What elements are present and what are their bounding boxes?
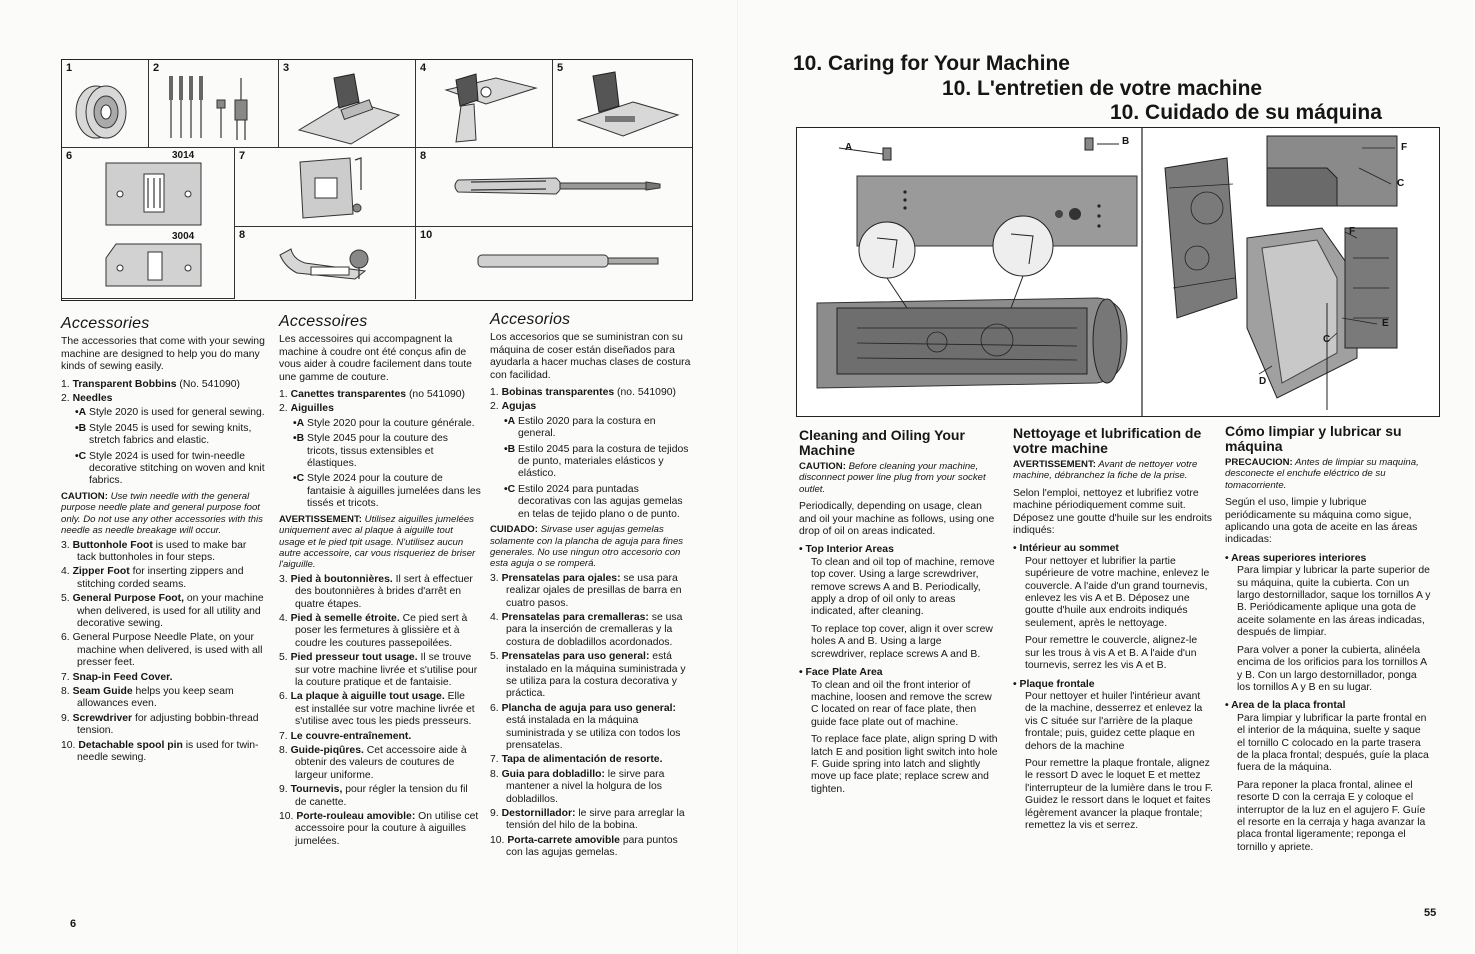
seam-guide-illustration xyxy=(235,227,416,299)
item-title: Canettes transparentes xyxy=(290,389,407,401)
list-item xyxy=(490,808,692,833)
list-item xyxy=(61,632,267,669)
item-title: Pied à semelle étroite. xyxy=(290,612,400,624)
subsection-title: • Areas superiores interiores xyxy=(1225,552,1367,564)
list-item xyxy=(490,573,692,610)
caution-label: CAUTION: xyxy=(61,490,108,502)
caution-note xyxy=(61,491,267,537)
item-text: is used to make bar tack buttonholes in four steps. xyxy=(77,539,247,563)
caution-label: AVERTISSEMENT: xyxy=(1013,459,1096,470)
grid-cell-buttonhole-foot xyxy=(279,60,416,148)
section-heading: Accesorios xyxy=(490,311,571,328)
needle-text: Style 2020 is used for general sewing. xyxy=(89,407,265,419)
needle-tag: •C xyxy=(75,450,87,462)
list-item xyxy=(61,593,267,630)
item-text: On utilise cet accessoire pour la couture à aiguilles jumelées. xyxy=(295,811,479,847)
needle-tag: •A xyxy=(293,417,305,429)
list-item xyxy=(61,672,267,684)
list-item xyxy=(61,740,267,765)
spool-pin-illustration xyxy=(416,227,692,299)
feed-cover-illustration xyxy=(235,148,416,227)
section-heading: Accessoires xyxy=(279,313,368,330)
item-title: Bobinas transparentes xyxy=(501,387,615,399)
intro-paragraph: The accessories that come with your sewing machine are designed to help you do many kinds of sewing easily. xyxy=(61,336,265,373)
grid-cell-needle-plates xyxy=(62,148,235,299)
list-item xyxy=(279,691,481,728)
needle-tag: •A xyxy=(504,415,516,427)
list-item xyxy=(490,754,692,766)
paragraph: To replace top cover, align it over screw holes A and B. Using a large screwdriver, replace screws A and B. xyxy=(811,623,993,660)
item-text: se usa para la inserción de cremalleras y la costura de dobladillos acordonados. xyxy=(506,611,683,648)
item-number: 3. xyxy=(279,573,288,585)
diagram-label-d: D xyxy=(1259,376,1267,387)
list-item xyxy=(490,703,692,753)
list-item xyxy=(61,393,267,405)
subsection-title: • Top Interior Areas xyxy=(799,544,894,556)
grid-cell-spool-pin xyxy=(416,227,692,299)
list-item xyxy=(61,713,267,738)
item-text: for inserting zippers and stitching corded seams. xyxy=(77,566,244,590)
needle-text: Style 2045 is used for sewing knits, stretch fabrics and elastic. xyxy=(89,422,252,447)
paragraph: To replace face plate, align spring D with latch E and position light switch into hole F. Guide spring into latch and slightly move up face plate; replace screw and tighten. xyxy=(811,734,998,795)
caution-label: CUIDADO: xyxy=(490,524,538,536)
list-item xyxy=(279,811,481,848)
needle-item xyxy=(61,451,267,488)
item-title: Tournevis, xyxy=(290,784,343,796)
buttonhole-foot-illustration xyxy=(279,60,416,148)
item-title: Prensatelas para ojales: xyxy=(501,572,621,584)
list-item xyxy=(279,613,481,650)
diagram-label-f-lower: F xyxy=(1349,226,1356,237)
item-number: 9. xyxy=(61,712,70,724)
item-title: Prensatelas para cremalleras: xyxy=(501,611,649,623)
section-heading: Nettoyage et lubrification de votre machine xyxy=(1013,425,1202,456)
item-title: Tapa de alimentación de resorte. xyxy=(501,754,663,766)
spanish-accessories-column xyxy=(490,311,692,862)
item-text: General Purpose Needle Plate, on your machine when delivered, is used with all presser feet. xyxy=(72,632,263,669)
caution-text: Sirvase user agujas gemelas solamente con la plancha de aguja para fines generales. No use ningun otro accesorio con esta aguja o se romperá. xyxy=(490,524,684,570)
item-text: le sirve para mantener a nivel la holgura de los dobladillos. xyxy=(506,768,665,805)
item-number: 2. xyxy=(490,401,499,413)
item-text: on your machine when delivered, is used for all utility and decorative sewing. xyxy=(77,593,264,629)
item-title: Plancha de aguja para uso general: xyxy=(501,702,676,714)
caution-note xyxy=(799,461,999,495)
item-text: Elle est installée sur votre machine livrée et s'utilise avec tous les pieds presseurs. xyxy=(295,691,475,728)
item-number: 4. xyxy=(279,612,288,624)
item-number: 9. xyxy=(490,808,499,820)
needle-item xyxy=(279,433,481,470)
item-number: 10. xyxy=(490,834,505,846)
item-number: 4. xyxy=(490,611,499,623)
item-title: Zipper Foot xyxy=(72,566,130,578)
paragraph: Pour nettoyer et huiler l'intérieur avant de la machine, desserrez et enlevez la vis C située sur l'arrière de la plaque frontale; puis, guidez cette plaque en dehors de la machine xyxy=(1025,690,1203,752)
item-text: está instalada en la máquina suministrada y se utiliza con todos los prensatelas. xyxy=(506,715,681,751)
item-text: for adjusting bobbin-thread tension. xyxy=(77,712,259,737)
caution-note xyxy=(1225,457,1431,491)
item-number: 8. xyxy=(61,685,70,697)
list-item xyxy=(490,769,692,806)
english-cleaning-column xyxy=(799,428,999,801)
needle-item xyxy=(490,444,692,481)
item-title: Porte-rouleau amovible: xyxy=(296,811,416,823)
page-number-right: 55 xyxy=(1424,907,1437,919)
item-title: Seam Guide xyxy=(72,685,133,697)
item-text: (no. 541090) xyxy=(614,387,676,399)
needle-tag: •A xyxy=(75,407,87,419)
item-title: Guia para dobladillo: xyxy=(501,768,605,780)
paragraph: Pour nettoyer et lubrifier la partie supérieure de votre machine, enlevez le couvercle. A l'aide d'un grand tournevis, enlevez les vis A et B. Déposez une goutte d'huile aux endroits indiqués seulement, après le nettoyage. xyxy=(1025,555,1210,629)
item-number: 5. xyxy=(61,593,70,605)
subsection-title-text: Areas superiores interiores xyxy=(1231,552,1367,564)
list-item xyxy=(490,835,692,860)
subsection-title-text: Intérieur au sommet xyxy=(1019,543,1119,555)
list-item xyxy=(490,612,692,649)
list-item xyxy=(490,387,692,399)
cell-number-8: 8 xyxy=(239,229,246,241)
item-text: (No. 541090) xyxy=(176,378,241,390)
list-item xyxy=(279,574,481,611)
french-accessories-column xyxy=(279,313,481,850)
paragraph: Para reponer la placa frontal, alinee el resorte D con la cerraja E y coloque el interruptor de la luz en el agujero F. Guíe el resorte en la cerraja y haga avanzar la placa frontal ligeramente; reponga el tornillo y apriete. xyxy=(1237,779,1426,853)
plate-style-label: 3014 xyxy=(172,150,195,161)
item-text: Il sert à effectuer des boutonnières à brides d'arrêt en quatre étapes. xyxy=(295,573,473,610)
item-text: Cet accessoire aide à obtenir des valeurs de coutures de largeur uniforme. xyxy=(295,745,467,781)
item-number: 7. xyxy=(61,671,70,683)
needle-plates-illustration xyxy=(62,148,235,299)
item-title: Destornillador: xyxy=(501,808,576,820)
item-text: le sirve para arreglar la tensión del hilo de la bobina. xyxy=(506,808,685,832)
grid-cell-zipper-foot xyxy=(416,60,553,148)
item-number: 5. xyxy=(490,651,499,663)
item-title: Le couvre-entraînement. xyxy=(290,730,412,742)
needle-item xyxy=(61,423,267,448)
caution-note xyxy=(279,514,481,571)
grid-cell-bobbin xyxy=(62,60,149,148)
bobbin-illustration xyxy=(62,60,149,148)
item-number: 4. xyxy=(61,566,70,578)
item-title: Buttonhole Foot xyxy=(72,539,153,551)
list-item xyxy=(279,403,481,415)
cell-number: 8 xyxy=(420,150,427,162)
item-number: 1. xyxy=(279,389,288,401)
item-number: 2. xyxy=(279,403,288,415)
list-item xyxy=(490,651,692,701)
intro-paragraph: Periodically, depending on usage, clean and oil your machine as follows, using one drop of oil on areas indicated. xyxy=(799,501,995,538)
item-number: 7. xyxy=(490,754,499,766)
cell-number: 7 xyxy=(239,150,246,162)
item-title: Prensatelas para uso general: xyxy=(501,651,650,663)
list-item xyxy=(61,540,267,565)
subsection-title: • Area de la placa frontal xyxy=(1225,700,1346,712)
diagram-label-b: B xyxy=(1122,136,1130,147)
item-number: 7. xyxy=(279,730,288,742)
item-title: Agujas xyxy=(501,401,537,413)
item-text: está instalado en la máquina suministrada y se utiliza para la costura decorativa y práctica. xyxy=(506,651,686,700)
needles-illustration xyxy=(149,60,279,148)
item-title: Snap-in Feed Cover. xyxy=(72,671,173,683)
grid-cell-general-purpose-foot xyxy=(553,60,692,148)
needle-text: Estilo 2020 para la costura en general. xyxy=(518,415,656,440)
cell-number: 2 xyxy=(153,62,160,74)
zipper-foot-illustration xyxy=(416,60,553,148)
needle-text: Estilo 2045 para la costura de tejidos de punto, materiales elásticos y elástico. xyxy=(518,443,689,480)
item-number: 10. xyxy=(279,811,294,823)
list-item xyxy=(61,686,267,711)
item-number: 6. xyxy=(490,702,499,714)
machine-illustration xyxy=(797,128,1439,416)
needle-text: Estilo 2024 para puntadas decorativas con las agujas gemelas en telas de tejido plano o de punto. xyxy=(518,483,683,520)
spanish-cleaning-column xyxy=(1225,424,1431,859)
item-number: 3. xyxy=(61,539,70,551)
paragraph: Para limpiar y lubrificar la parte frontal en el interior de la máquina, suelte y saque el tornillo C colocado en la parte trasera de la placa frontal; después, guíe la placa fuera de la máquina. xyxy=(1237,712,1429,774)
item-number: 8. xyxy=(279,745,288,756)
caution-note xyxy=(1013,459,1213,482)
item-text: pour régler la tension du fil de canette. xyxy=(295,784,468,808)
caution-text: Before cleaning your machine, disconnect power line plug from your socket outlet. xyxy=(799,461,986,495)
page-gutter xyxy=(737,0,738,954)
item-text: Ce pied sert à poser les fermetures à glissière et à coudre les coutures passepoilées. xyxy=(295,612,468,649)
machine-diagram xyxy=(796,127,1440,417)
needle-text: Style 2045 pour la couture des tricots, tissus extensibles et élastiques. xyxy=(307,433,448,470)
item-title: Aiguilles xyxy=(290,403,334,415)
needle-tag: •B xyxy=(293,433,305,445)
subsection-title: • Intérieur au sommet xyxy=(1013,543,1119,555)
list-item xyxy=(61,566,267,591)
caution-text: Utilisez aiguilles jumelées uniquement avec al plaque à aiguille tout usage et le pied tpit usage. N'utilisez aucun autre accessoire, car vous risqueriez de briser l'aiguille. xyxy=(279,513,476,571)
list-item xyxy=(279,389,481,401)
french-cleaning-column xyxy=(1013,426,1213,837)
screwdriver-illustration xyxy=(416,148,692,227)
diagram-label-c: C xyxy=(1397,178,1405,189)
item-text: para puntos con las agujas gemelas. xyxy=(506,834,678,859)
paragraph: To clean and oil the front interior of machine, loosen and remove the screw C located on rear of face plate, then guide face plate out of machine. xyxy=(811,679,992,728)
cell-number-10: 10 xyxy=(420,229,433,241)
paragraph: Pour remettre la plaque frontale, alignez le ressort D avec le loquet E et mettez l'interrupteur de la lumière dans le trou F. Guidez le ressort dans le loquet et faites légèrement avancer la plaque frontale; remettez la vis et serrez. xyxy=(1025,757,1213,831)
item-title: Pied à boutonnières. xyxy=(290,573,393,585)
item-number: 9. xyxy=(279,784,288,796)
chapter-title-spanish: 10. Cuidado de su máquina xyxy=(1110,101,1382,124)
section-heading: Cómo limpiar y lubricar su máquina xyxy=(1225,423,1402,454)
cell-number: 5 xyxy=(557,62,564,74)
item-title: Detachable spool pin xyxy=(78,739,183,751)
list-item xyxy=(279,784,481,809)
intro-paragraph: Los accesorios que se suministran con su máquina de coser están diseñados para ayudarla a hacer muchas clases de costura con facilidad. xyxy=(490,332,691,381)
caution-label: CAUTION: xyxy=(799,461,846,472)
needle-item xyxy=(279,418,481,430)
diagram-label-c-lower: C xyxy=(1323,334,1331,345)
caution-text: Antes de limpiar su maquina, desconecte el enchufe eléctrico de su tomacorriente. xyxy=(1225,457,1419,491)
caution-note xyxy=(490,524,692,570)
chapter-title-english: 10. Caring for Your Machine xyxy=(793,52,1070,75)
grid-cell-screwdriver xyxy=(416,148,692,227)
item-number: 6. xyxy=(61,632,70,644)
needle-item xyxy=(279,473,481,510)
intro-paragraph: Les accessoires qui accompagnent la machine à coudre ont été conçus afin de vous aider à coudre facilement dans toute une gamme de couture. xyxy=(279,334,472,383)
item-number: 1. xyxy=(61,378,70,390)
item-title: Guide-piqûres. xyxy=(290,745,364,756)
item-title: General Purpose Foot, xyxy=(72,593,184,605)
list-item xyxy=(279,652,481,689)
item-number: 2. xyxy=(61,393,70,405)
needle-tag: •C xyxy=(504,483,516,495)
cell-number: 6 xyxy=(66,150,73,162)
needle-item xyxy=(490,484,692,521)
grid-cell-seam-guide xyxy=(235,227,416,299)
item-number: 5. xyxy=(279,652,288,664)
needle-item xyxy=(490,416,692,441)
accessories-figure-grid xyxy=(61,59,693,301)
paragraph: Para volver a poner la cubierta, alinéela encima de los orificios para los tornillos A y B. Con un largo destornillador, ponga los tornillos A y B en su lugar. xyxy=(1237,644,1427,693)
item-text: (no 541090) xyxy=(406,389,465,401)
cell-number: 1 xyxy=(66,62,73,74)
item-text: Il se trouve sur votre machine livrée et s'utilise pour la couture pratique et de fantaisie. xyxy=(295,652,478,688)
intro-paragraph: Selon l'emploi, nettoyez et lubrifiez votre machine périodiquement comme suit. Déposez une goutte d'huile sur les endroits indiqués: xyxy=(1013,487,1212,537)
needle-tag: •C xyxy=(293,473,305,485)
paragraph: Pour remettre le couvercle, alignez-le sur les trous à vis A et B. A l'aide d'un tournevis, serrez les vis A et B. xyxy=(1025,635,1198,672)
plate-style-label: 3004 xyxy=(172,231,195,242)
chapter-title-french: 10. L'entretien de votre machine xyxy=(942,77,1263,100)
diagram-label-e: E xyxy=(1382,318,1389,329)
section-heading: Accessories xyxy=(61,315,150,332)
needle-tag: •B xyxy=(504,443,516,455)
item-number: 3. xyxy=(490,572,499,584)
caution-text: Avant de nettoyer votre machine, débranchez la fiche de la prise. xyxy=(1013,459,1198,482)
needle-text: Style 2020 pour la couture générale. xyxy=(307,417,475,429)
item-title: Pied presseur tout usage. xyxy=(290,652,418,664)
subsection-title-text: Plaque frontale xyxy=(1019,678,1095,690)
diagram-label-f: F xyxy=(1401,142,1408,153)
caution-label: PRECAUCION: xyxy=(1225,457,1293,468)
list-item xyxy=(279,745,481,782)
subsection-title-text: Face Plate Area xyxy=(805,667,883,679)
item-text: is used for twin-needle sewing. xyxy=(77,739,259,763)
item-text: helps you keep seam allowances even. xyxy=(77,685,234,710)
section-heading: Cleaning and Oiling Your Machine xyxy=(799,427,965,458)
needle-text: Style 2024 pour la couture de fantaisie à aiguilles jumelées dans les tissés et tricots. xyxy=(307,473,481,510)
needle-tag: •B xyxy=(75,422,87,434)
needle-item xyxy=(61,407,267,419)
general-foot-illustration xyxy=(553,60,692,148)
page-number-left: 6 xyxy=(70,918,77,930)
grid-cell-feed-cover xyxy=(235,148,416,227)
item-title: Screwdriver xyxy=(72,712,133,724)
caution-label: AVERTISSEMENT: xyxy=(279,513,362,525)
diagram-label-a: A xyxy=(845,142,853,153)
paragraph: Para limpiar y lubricar la parte superior de su máquina, quite la cubierta. Con un largo destornillador, saque los tornillos A y B. Periódicamente aplique una gota de aceite solamente en las áreas indicadas, después de limpiar. xyxy=(1237,565,1431,639)
item-number: 8. xyxy=(490,768,499,780)
english-accessories-column xyxy=(61,315,267,766)
subsection-title: • Plaque frontale xyxy=(1013,678,1095,690)
item-title: Transparent Bobbins xyxy=(72,378,177,390)
item-number: 1. xyxy=(490,387,499,399)
grid-cell-needles xyxy=(149,60,279,148)
list-item xyxy=(490,401,692,413)
subsection-title-text: Area de la placa frontal xyxy=(1231,700,1346,712)
item-number: 6. xyxy=(279,691,288,703)
list-item xyxy=(279,731,481,743)
cell-number: 3 xyxy=(283,62,290,74)
item-title: Needles xyxy=(72,393,113,405)
item-number: 10. xyxy=(61,739,76,751)
cell-number: 4 xyxy=(420,62,427,74)
subsection-title-text: Top Interior Areas xyxy=(805,544,894,556)
subsection-title: • Face Plate Area xyxy=(799,667,883,679)
list-item xyxy=(61,379,267,391)
caution-text: Use twin needle with the general purpose needle plate and general purpose foot only. Do not use any other accessories with this needle as needle breakage will occur. xyxy=(61,490,263,537)
needle-text: Style 2024 is used for twin-needle decorative stitching on woven and knit fabrics. xyxy=(89,450,265,487)
item-text: se usa para realizar ojales de presillas de barra en cuatro pasos. xyxy=(506,572,682,609)
item-title: La plaque à aiguille tout usage. xyxy=(290,691,445,703)
item-title: Porta-carrete amovible xyxy=(507,834,620,846)
paragraph: To clean and oil top of machine, remove top cover. Using a large screwdriver, remove screws A and B. Periodically, apply a drop of oil only to areas indicated, after cleaning. xyxy=(811,556,995,618)
intro-paragraph: Según el uso, limpie y lubrique periódicamente su máquina como sigue, aplicando una gota de aceite en las áreas indicadas: xyxy=(1225,497,1418,546)
